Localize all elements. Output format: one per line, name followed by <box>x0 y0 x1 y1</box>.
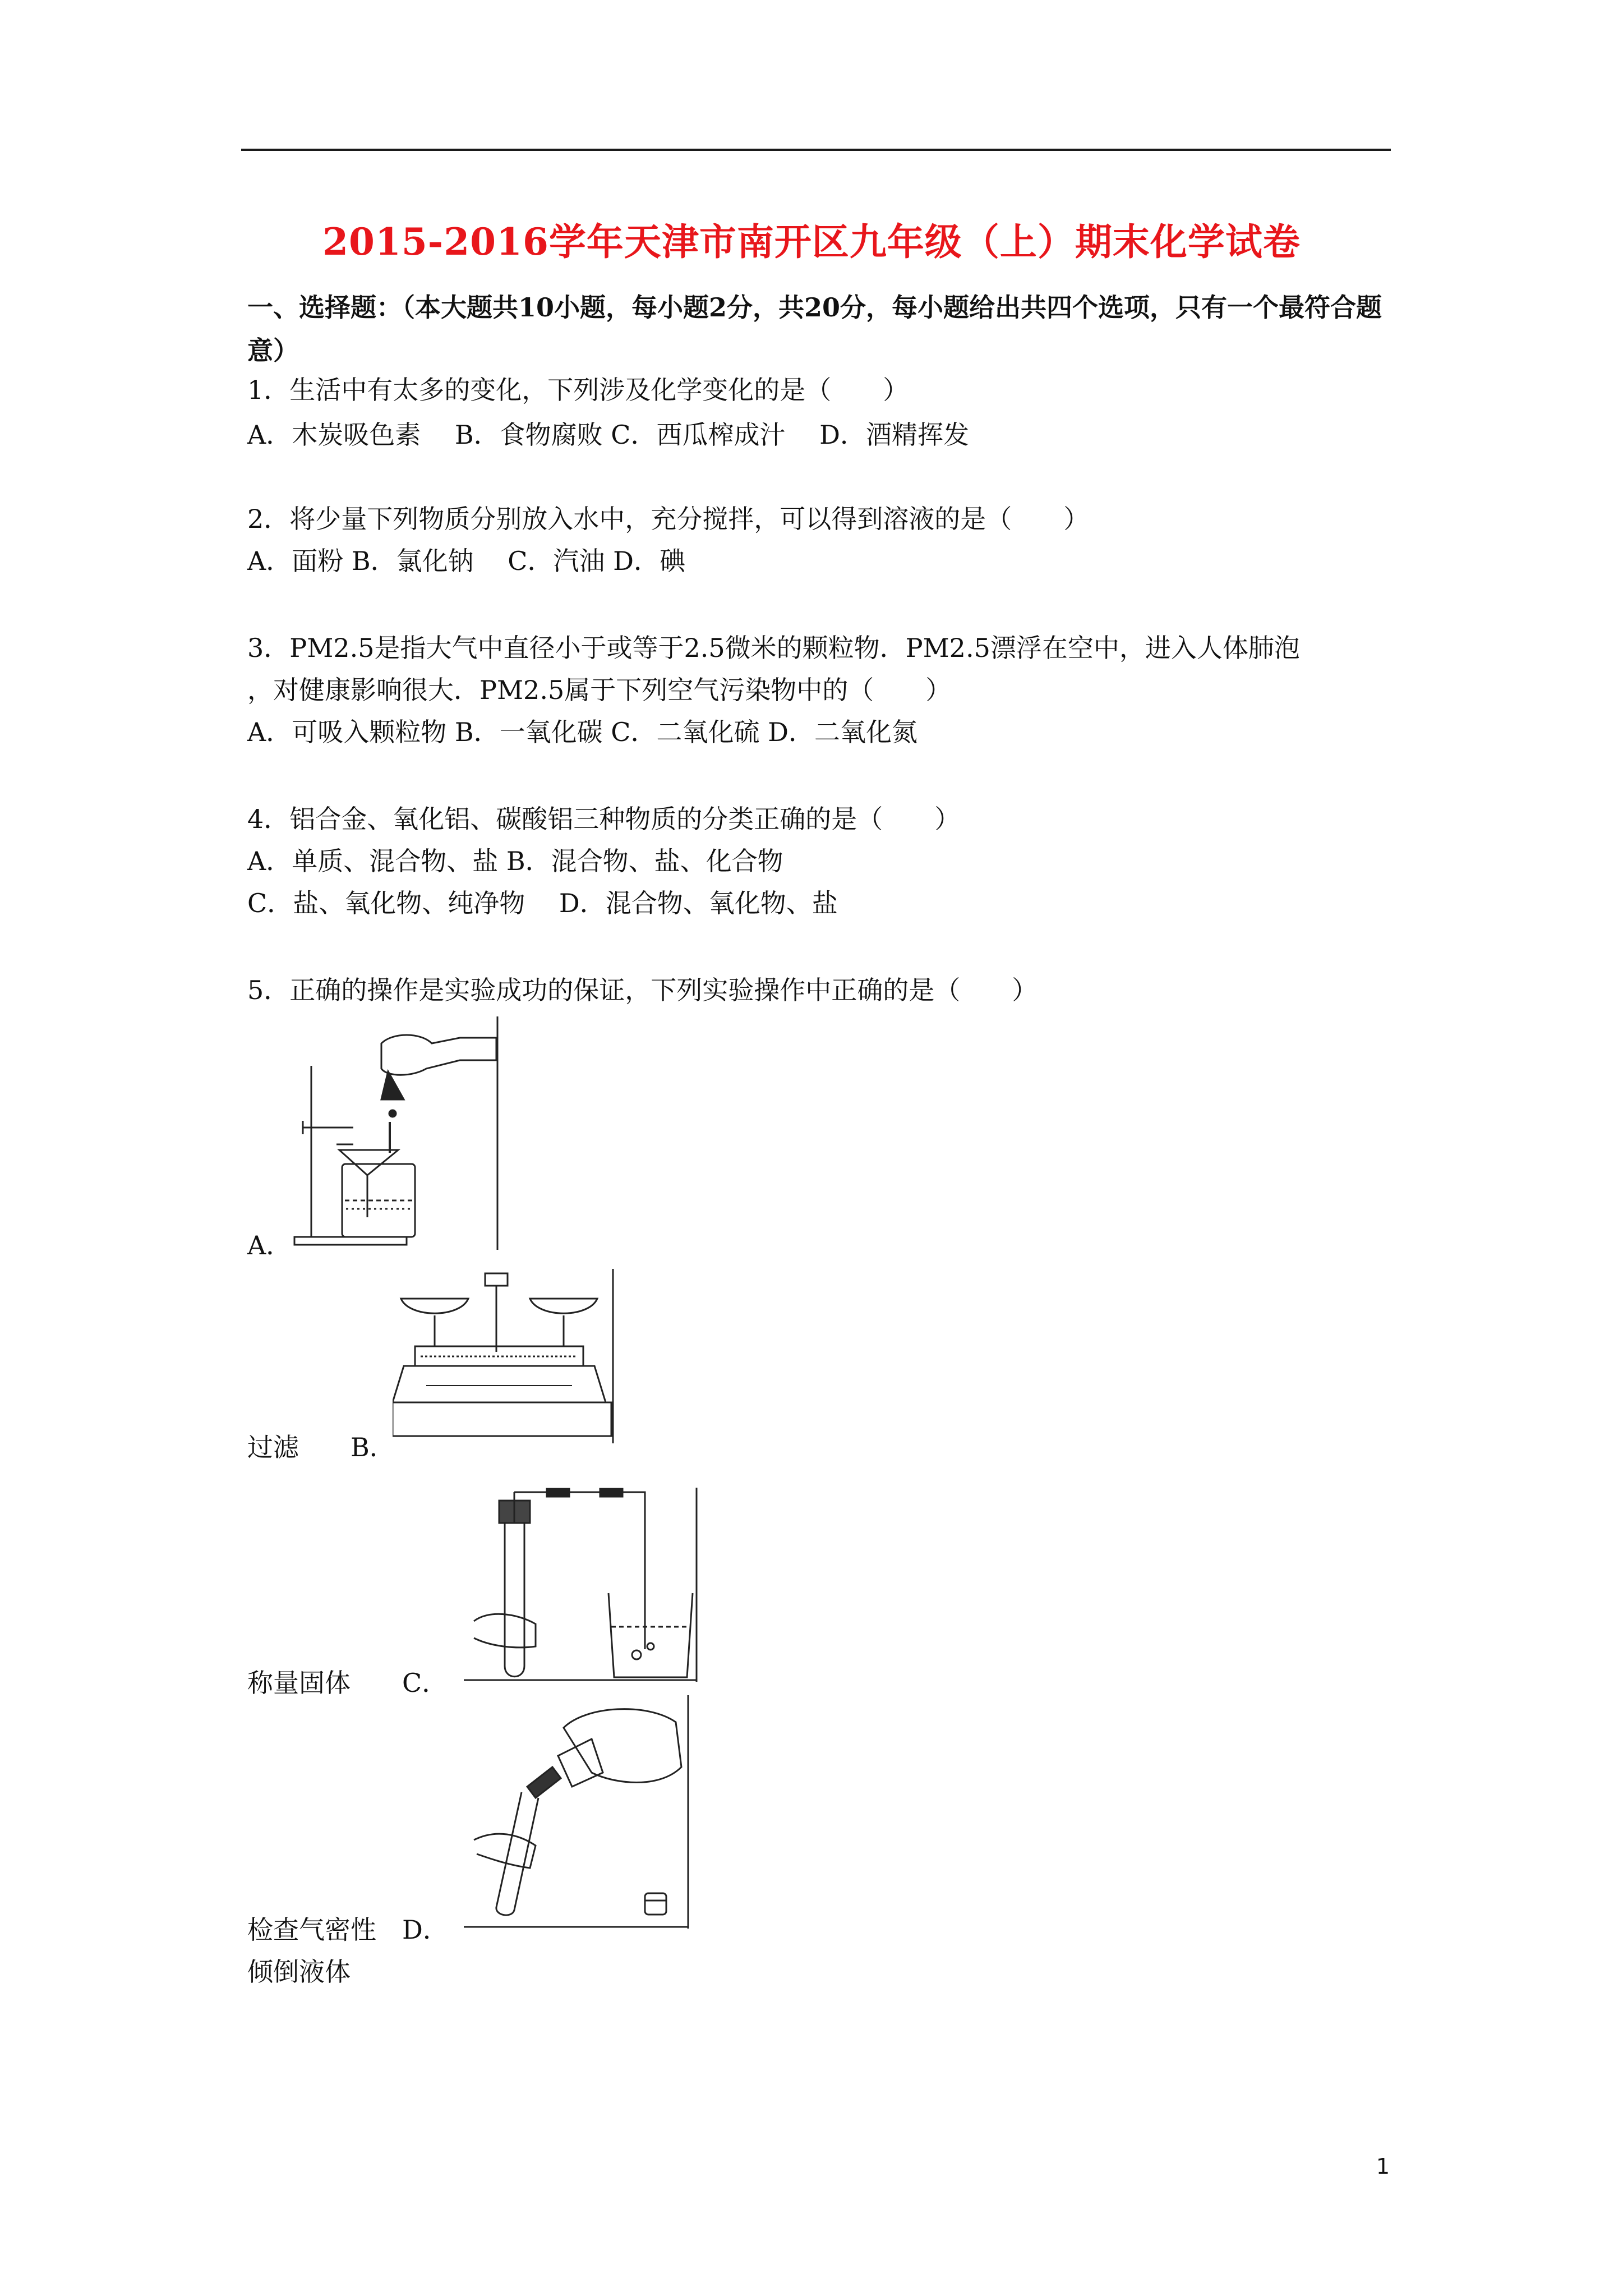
figure-a-caption: A． <box>247 1230 292 1260</box>
question-2-stem: 2．将少量下列物质分别放入水中，充分搅拌，可以得到溶液的是（ ） <box>247 504 1090 534</box>
question-1-stem: 1．生活中有太多的变化，下列涉及化学变化的是（ ） <box>247 375 909 405</box>
question-1-options: A．木炭吸色素 B．食物腐败 C．西瓜榨成汁 D．酒精挥发 <box>247 420 969 450</box>
figure-d-caption: 检查气密性 D． <box>247 1915 449 1945</box>
section-heading: 一、选择题：（本大题共10小题，每小题2分，共20分，每小题给出共四个选项，只有一个最符合题意） <box>247 292 1382 366</box>
figure-filtration <box>292 1015 499 1251</box>
figure-d-label: 倾倒液体 <box>247 1957 351 1987</box>
question-4-stem: 4．铝合金、氧化铝、碳酸铝三种物质的分类正确的是（ ） <box>247 804 961 834</box>
question-3-options: A．可吸入颗粒物 B．一氧化碳 C．二氧化硫 D．二氧化氮 <box>247 717 917 747</box>
question-2-options: A．面粉 B．氯化钠 C．汽油 D．碘 <box>247 546 685 576</box>
figure-pouring <box>463 1694 690 1930</box>
question-5-stem: 5．正确的操作是实验成功的保证，下列实验操作中正确的是（ ） <box>247 975 1038 1005</box>
question-4-options-line2: C．盐、氧化物、纯净物 D．混合物、氧化物、盐 <box>247 888 838 918</box>
figure-b-caption: 过滤 B． <box>247 1432 395 1462</box>
figure-airtightness <box>463 1487 698 1683</box>
question-4-options-line1: A．单质、混合物、盐 B．混合物、盐、化合物 <box>247 846 783 876</box>
question-3-stem-line1: 3．PM2.5是指大气中直径小于或等于2.5微米的颗粒物．PM2.5漂浮在空中，进入人体肺泡 <box>247 633 1300 663</box>
header-rule <box>241 149 1391 151</box>
question-3-stem-line2: ，对健康影响很大．PM2.5属于下列空气污染物中的（ ） <box>247 675 952 705</box>
page-title: 2015-2016学年天津市南开区九年级（上）期末化学试卷 <box>322 220 1301 264</box>
figure-balance <box>393 1268 614 1444</box>
figure-c-caption: 称量固体 C． <box>247 1668 448 1698</box>
page-number: 1 <box>1376 2154 1390 2179</box>
